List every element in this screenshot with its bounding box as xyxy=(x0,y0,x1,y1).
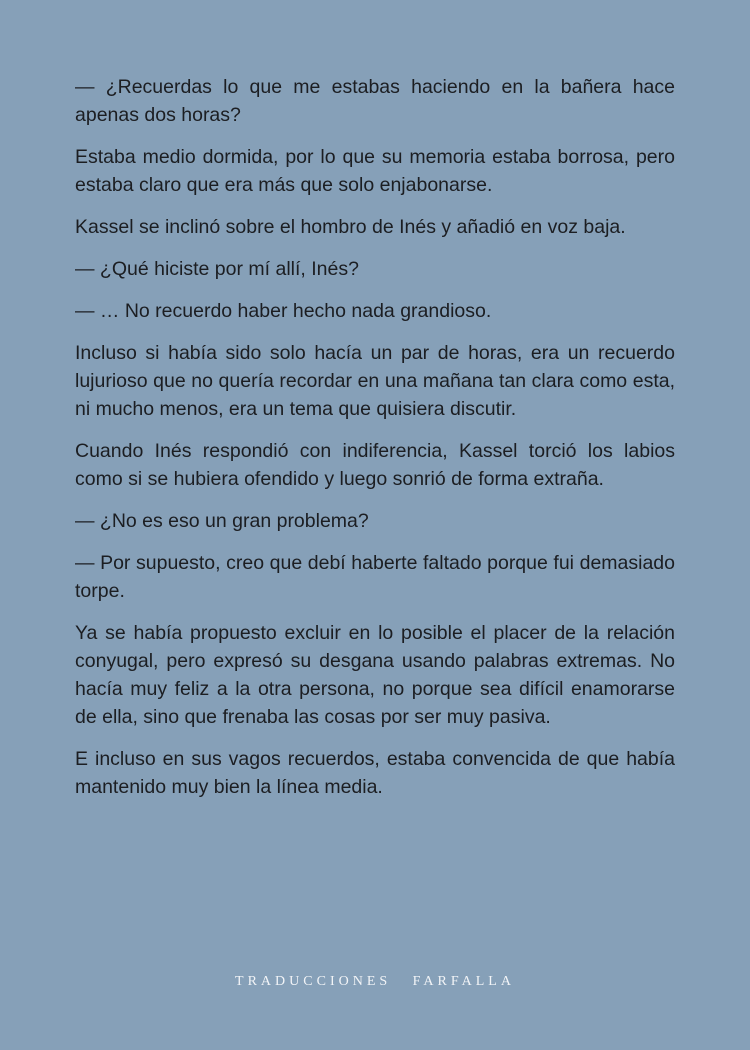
paragraph-10: Ya se había propuesto excluir en lo posible el placer de la relación conyugal, pero expresó su desgana usando palabras extremas. No hacía muy feliz a la otra persona, no porque sea difícil enamorarse de ella, sino que frenaba las cosas por ser muy pasiva. xyxy=(75,622,675,728)
paragraph-6: Incluso si había sido solo hacía un par de horas, era un recuerdo lujurioso que no quería recordar en una mañana tan clara como esta, ni mucho menos, era un tema que quisiera discutir. xyxy=(75,342,675,420)
paragraph-1: — ¿Recuerdas lo que me estabas haciendo en la bañera hace apenas dos horas? xyxy=(75,76,675,126)
paragraph-2: Estaba medio dormida, por lo que su memoria estaba borrosa, pero estaba claro que era más que solo enjabonarse. xyxy=(75,146,675,196)
paragraph-9: — Por supuesto, creo que debí haberte faltado porque fui demasiado torpe. xyxy=(75,552,675,602)
paragraph-3: Kassel se inclinó sobre el hombro de Inés y añadió en voz baja. xyxy=(75,216,626,238)
body-text xyxy=(75,73,675,815)
paragraph-5: — … No recuerdo haber hecho nada grandioso. xyxy=(75,300,492,322)
paragraph-4: — ¿Qué hiciste por mí allí, Inés? xyxy=(75,258,359,280)
paragraph-7: Cuando Inés respondió con indiferencia, Kassel torció los labios como si se hubiera ofendido y luego sonrió de forma extraña. xyxy=(75,440,675,490)
paragraph-8: — ¿No es eso un gran problema? xyxy=(75,510,369,532)
page-footer: TRADUCCIONES FARFALLA xyxy=(235,974,515,989)
paragraph-11: E incluso en sus vagos recuerdos, estaba convencida de que había mantenido muy bien la línea media. xyxy=(75,748,675,798)
